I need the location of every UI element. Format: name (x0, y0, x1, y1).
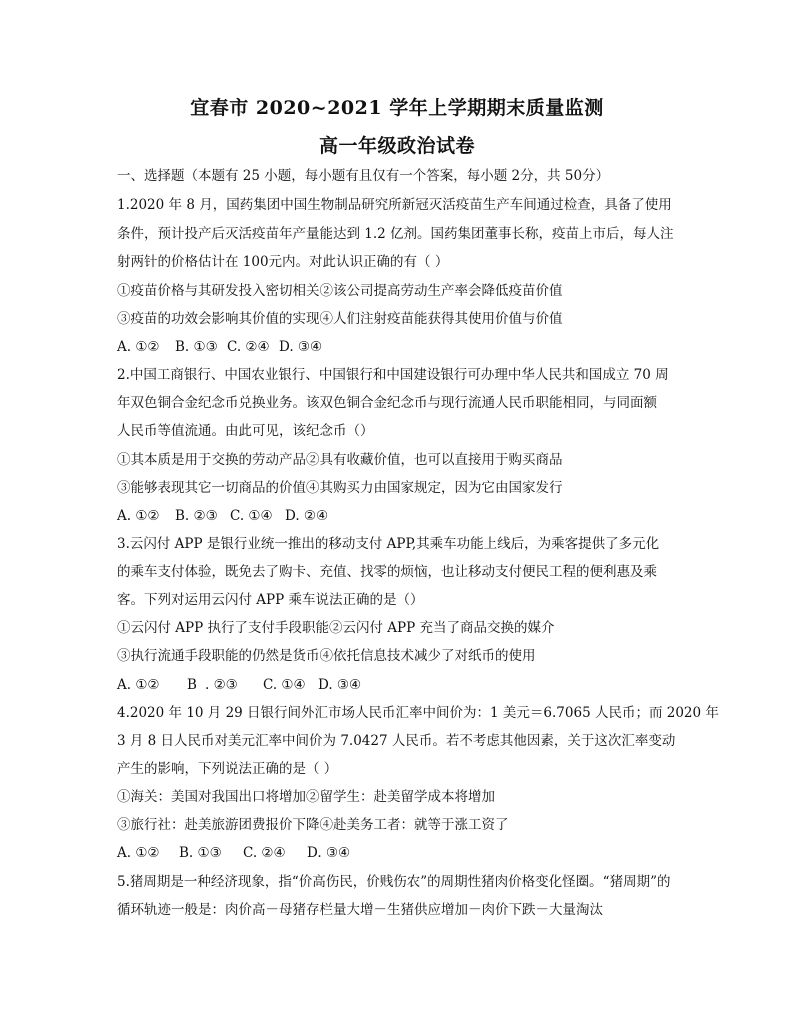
question-2-stem-line-3: 人民币等值流通。由此可见，该纪念币（） (117, 423, 374, 439)
option-b-letter: B (187, 677, 197, 693)
option-d: D. ③④ (318, 677, 362, 693)
question-3-stem-line-1: 3.云闪付 APP 是银行业统一推出的移动支付 APP,其乘车功能上线后，为乘客提供了多元化 (117, 536, 660, 552)
option-b: B. ①③ (179, 845, 222, 861)
question-3-stem-line-2: 的乘车支付体验，既免去了购卡、充值、找零的烦恼，也让移动支付便民工程的便利惠及乘 (117, 564, 657, 580)
option-d: D. ③④ (307, 845, 351, 861)
option-b: B. ①③ (175, 339, 218, 355)
question-2-options (117, 507, 328, 525)
option-c: C. ①④ (230, 508, 273, 524)
option-a: A. ①② (117, 677, 160, 693)
option-a: A. ①② (117, 339, 160, 355)
question-4-stem-line-1: 4.2020 年 10 月 29 日银行间外汇市场人民币汇率中间价为：1 美元＝6.7065 人民币；而 2020 年 (117, 705, 719, 721)
option-a: A. ①② (117, 508, 160, 524)
question-4-options (117, 844, 350, 862)
question-4-stem-line-2: 3 月 8 日人民币对美元汇率中间价为 7.0427 人民币。若不考虑其他因素，关于这次汇率变动 (117, 733, 676, 749)
question-1-stem-line-1: 1.2020 年 8 月，国药集团中国生物制品研究所新冠灭活疫苗生产车间通过检查，具备了使用 (117, 197, 672, 213)
option-b: B. ②③ (175, 508, 218, 524)
option-d: D. ②④ (285, 508, 329, 524)
option-c: C. ②④ (227, 339, 270, 355)
question-2-statement-2: ③能够表现其它一切商品的价值④其购买力由国家规定，因为它由国家发行 (117, 480, 563, 496)
option-c: C. ①④ (263, 677, 306, 693)
option-a: A. ①② (117, 845, 160, 861)
question-3-stem-line-3: 客。下列对运用云闪付 APP 乘车说法正确的是（） (117, 592, 424, 608)
question-4-statement-2: ③旅行社：赴美旅游团费报价下降④赴美务工者：就等于涨工资了 (117, 817, 509, 833)
question-5-stem-line-2: 循环轨迹一般是：肉价高－母猪存栏量大增－生猪供应增加－肉价下跌－大量淘汰 (117, 902, 603, 918)
exam-title: 宜春市 2020~2021 学年上学期期末质量监测 (190, 97, 604, 119)
question-3-statement-2: ③执行流通手段职能的仍然是货币④依托信息技术减少了对纸币的使用 (117, 648, 536, 664)
question-1-stem-line-2: 条件，预计投产后灭活疫苗年产量能达到 1.2 亿剂。国药集团董事长称，疫苗上市后，每人注 (117, 226, 674, 242)
question-4-statement-1: ①海关：美国对我国出口将增加②留学生：赴美留学成本将增加 (117, 789, 495, 805)
option-b: . ②③ (205, 677, 238, 693)
exam-subtitle: 高一年级政治试卷 (318, 135, 475, 157)
option-c: C. ②④ (243, 845, 286, 861)
question-5-stem-line-1: 5.猪周期是一种经济现象，指“价高伤民，价贱伤农”的周期性猪肉价格变化怪圈。“猪周期”的 (117, 874, 671, 890)
question-3-statement-1: ①云闪付 APP 执行了支付手段职能②云闪付 APP 充当了商品交换的媒介 (117, 620, 555, 636)
question-3-options (117, 676, 361, 694)
question-2-statement-1: ①其本质是用于交换的劳动产品②具有收藏价值，也可以直接用于购买商品 (117, 452, 563, 468)
question-1-options (117, 338, 322, 356)
option-d: D. ③④ (279, 339, 323, 355)
question-2-stem-line-1: 2.中国工商银行、中国农业银行、中国银行和中国建设银行可办理中华人民共和国成立 70 周 (117, 367, 669, 383)
question-1-statement-1: ①疫苗价格与其研发投入密切相关②该公司提高劳动生产率会降低疫苗价值 (117, 283, 563, 299)
section-heading: 一、选择题（本题有 25 小题，每小题有且仅有一个答案，每小题 2分，共 50分） (117, 168, 610, 184)
question-2-stem-line-2: 年双色铜合金纪念币兑换业务。该双色铜合金纪念币与现行流通人民币职能相同，与同面额 (117, 395, 657, 411)
question-4-stem-line-3: 产生的影响，下列说法正确的是（ ） (117, 761, 338, 777)
question-1-stem-line-3: 射两针的价格估计在 100元内。对此认识正确的有（ ） (117, 254, 449, 270)
question-1-statement-2: ③疫苗的功效会影响其价值的实现④人们注射疫苗能获得其使用价值与价值 (117, 311, 563, 327)
